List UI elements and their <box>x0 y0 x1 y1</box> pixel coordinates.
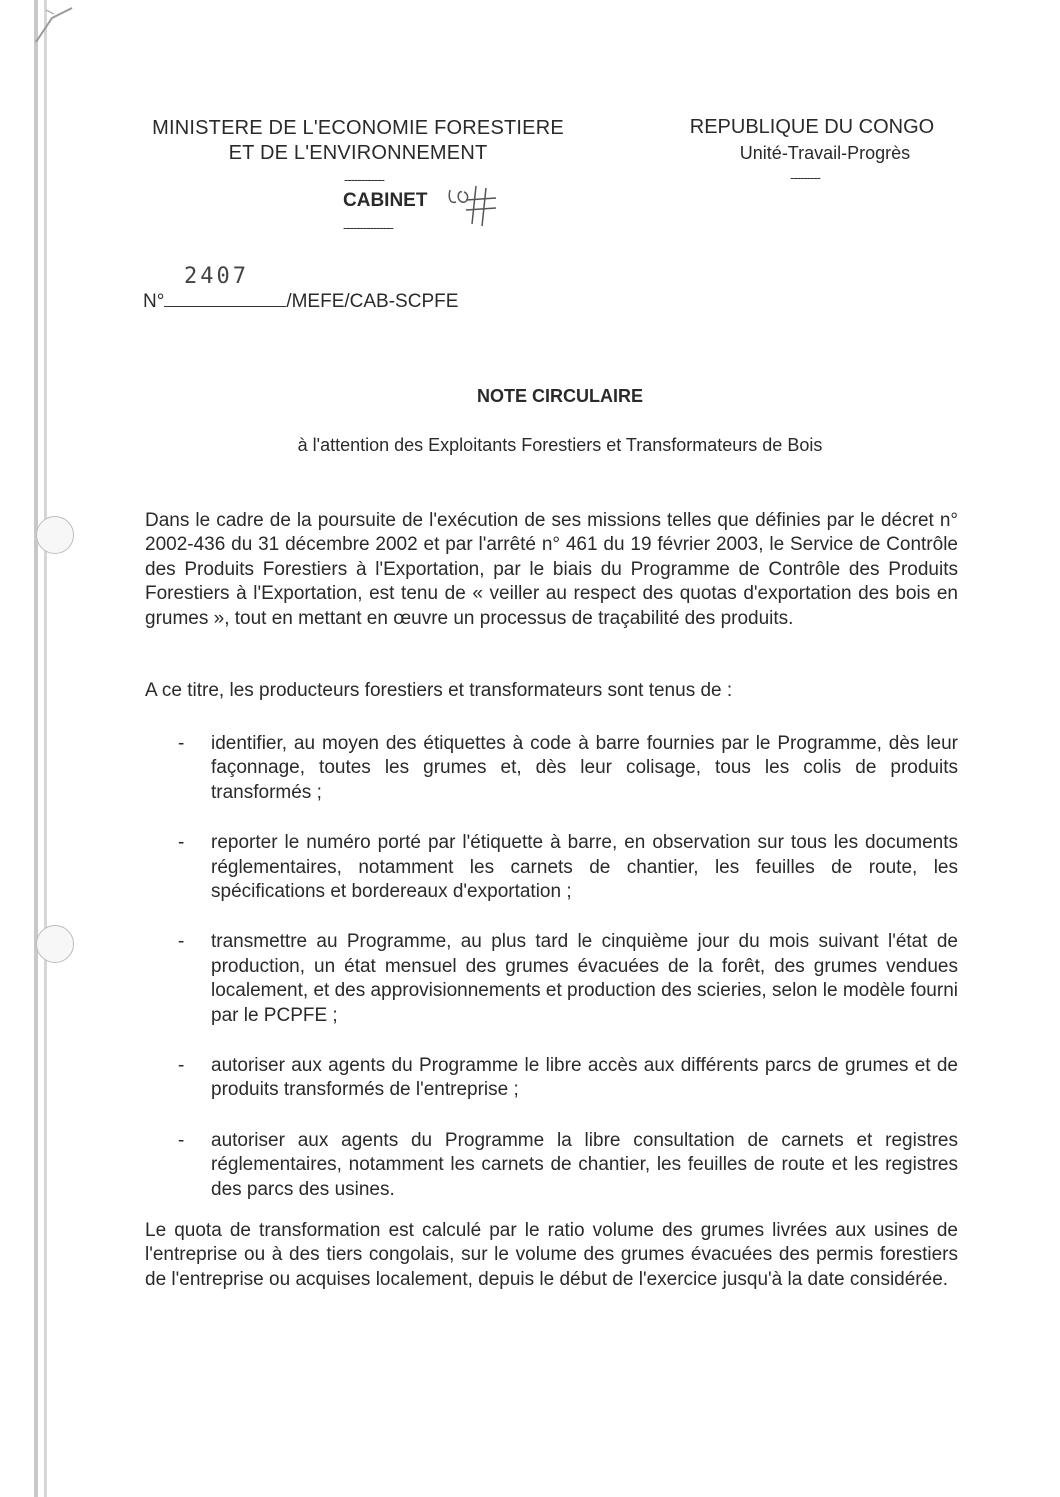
obligations-list <box>145 732 958 1202</box>
reference-prefix: N° <box>143 291 165 312</box>
lead-paragraph: A ce titre, les producteurs forestiers et transformateurs sont tenus de : <box>145 680 733 701</box>
punch-hole-bottom <box>36 925 74 963</box>
binder-edge-line-inner <box>44 0 47 1497</box>
reference-blank <box>164 288 286 307</box>
intro-paragraph: Dans le cadre de la poursuite de l'exécution de ses missions telles que définies par le décret n° 2002-436 du 31 décembre 2002 et par l'arrêté n° 461 du 19 février 2003, le Service de Contrôle des Produits Forestiers à l'Exportation, par le biais du Programme de Contrôle des Produits Forestiers à l'Exportation, est tenu de « veiller au respect des quotas d'exportation des bois en grumes », tout en mettant en œuvre un processus de traçabilité des produits. <box>145 510 958 629</box>
bullet-marker: - <box>178 1129 185 1151</box>
list-item-text: transmettre au Programme, au plus tard le cinquième jour du mois suivant l'état de production, un état mensuel des grumes évacuées de la forêt, des grumes vendues localement, et des approvisionnements et production des scieries, selon le modèle fourni par le PCPFE ; <box>211 931 958 1026</box>
bullet-marker: - <box>178 1055 185 1077</box>
republic-name: REPUBLIQUE DU CONGO <box>689 116 935 138</box>
reference-line <box>143 288 458 313</box>
list-item-text: identifier, au moyen des étiquettes à code à barre fournies par le Programme, dès leur façonnage, toutes les grumes et, dès leur colisage, tous les colis de produits transformés ; <box>211 733 958 803</box>
reference-number-stamp: 2407 <box>184 264 249 289</box>
list-item-text: autoriser aux agents du Programme la libre consultation de carnets et registres réglementaires, notamment les carnets de chantier, les feuilles de route et les registres des parcs des usines. <box>211 1129 958 1200</box>
republic-separator: --------- <box>790 170 820 185</box>
ministry-separator: ------------ <box>344 172 384 187</box>
bullet-marker: - <box>178 832 185 854</box>
quota-paragraph: Le quota de transformation est calculé par le ratio volume des grumes livrées aux usines de l'entreprise ou à des tiers congolais, sur le volume des grumes évacuées des permis forestiers de l'entreprise ou acquises localement, depuis le début de l'exercice jusqu'à la date considérée. <box>145 1220 958 1290</box>
ministry-line-1: MINISTERE DE L'ECONOMIE FORESTIERE <box>152 117 564 139</box>
punch-hole-top <box>36 516 74 554</box>
document-title: NOTE CIRCULAIRE <box>477 386 643 406</box>
handwritten-initials-icon <box>446 180 506 230</box>
reference-suffix: /MEFE/CAB-SCPFE <box>286 291 459 312</box>
staple-mark-icon <box>32 4 78 44</box>
cabinet-separator: --------------- <box>343 220 393 235</box>
bullet-marker: - <box>178 733 185 754</box>
list-item-text: autoriser aux agents du Programme le libre accès aux différents parcs de grumes et de produits transformés de l'entreprise ; <box>211 1055 958 1101</box>
ministry-line-2: ET DE L'ENVIRONNEMENT <box>228 142 488 164</box>
republic-header <box>676 114 948 166</box>
list-item <box>145 1129 958 1202</box>
bullet-marker: - <box>178 931 185 953</box>
list-item <box>145 1054 958 1103</box>
list-item <box>145 930 958 1028</box>
list-item <box>145 732 958 805</box>
list-item-text: reporter le numéro porté par l'étiquette à barre, en observation sur tous les documents réglementaires, notamment les carnets de chantier, les feuilles de route, les spécifications et bordereaux d'exportation ; <box>211 832 958 903</box>
ministry-header <box>140 116 576 166</box>
binder-edge-line <box>34 0 38 1497</box>
republic-motto: Unité-Travail-Progrès <box>739 143 911 163</box>
cabinet-label: CABINET <box>343 190 428 211</box>
list-item <box>145 831 958 904</box>
document-subtitle: à l'attention des Exploitants Forestiers et Transformateurs de Bois <box>297 435 823 455</box>
